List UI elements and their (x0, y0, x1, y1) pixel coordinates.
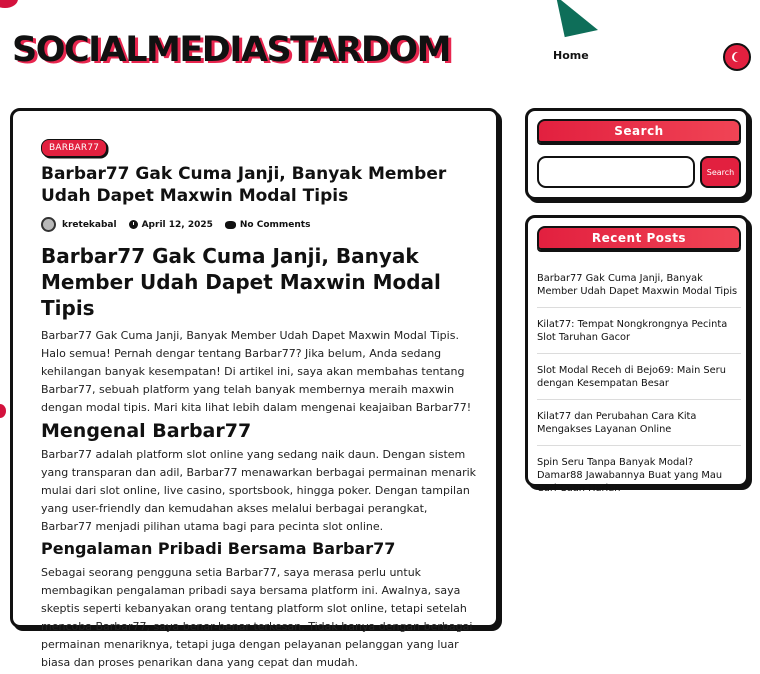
content-heading-1: Barbar77 Gak Cuma Janji, Banyak Member Udah Dapet Maxwin Modal Tipis (41, 244, 441, 320)
search-widget (525, 108, 749, 200)
decor-triangle (556, 0, 598, 37)
author-avatar (41, 217, 56, 232)
post-content (41, 243, 477, 674)
recent-post-link[interactable]: Kilat77: Tempat Nongkrongnya Pecinta Slot Taruhan Gacor (537, 316, 741, 354)
content-heading-3: Pengalaman Pribadi Bersama Barbar77 (41, 539, 396, 558)
search-input[interactable] (537, 156, 695, 188)
dark-mode-toggle[interactable] (723, 43, 751, 71)
recent-post-link[interactable]: Spin Seru Tanpa Banyak Modal? Damar88 Jawabannya Buat yang Mau Cari Cuan Harian (537, 457, 723, 494)
recent-post-link[interactable]: Barbar77 Gak Cuma Janji, Banyak Member Udah Dapet Maxwin Modal Tipis (537, 270, 741, 308)
moon-icon (734, 52, 744, 62)
recent-posts-list (537, 270, 741, 512)
comments-icon (225, 221, 236, 229)
content-paragraph-2: Barbar77 adalah platform slot online yang sedang naik daun. Dengan sistem yang transparan dan adil, Barbar77 menawarkan berbagai permainan menarik mulai dari slot online, live casino, sportsbook, hingga poker. Dengan tampilan yang user-friendly dan kemudahan akses melalui berbagai perangkat, Barbar77 menjadi pilihan utama bagi para pecinta slot online. (41, 448, 477, 533)
decor-blob-top-left (0, 0, 18, 8)
site-title[interactable]: SOCIALMEDIASTARDOM (12, 30, 450, 70)
recent-post-link[interactable]: Kilat77 dan Perubahan Cara Kita Mengakses Layanan Online (537, 408, 741, 446)
recent-posts-title: Recent Posts (537, 226, 741, 250)
comments-link[interactable]: No Comments (239, 219, 311, 230)
post-title[interactable]: Barbar77 Gak Cuma Janji, Banyak Member Udah Dapet Maxwin Modal Tipis (41, 164, 447, 206)
category-badge[interactable]: BARBAR77 (41, 139, 107, 157)
content-paragraph-3: Sebagai seorang pengguna setia Barbar77, saya merasa perlu untuk membagikan pengalaman pribadi saya bersama platform ini. Awalnya, saya skeptis seperti kebanyakan orang tentang platform slot online, tetapi setelah mencoba Barbar77, saya benar-benar terkesan. Tidak hanya dengan berbagai permainan menariknya, tetapi juga dengan pelayanan pelanggan yang luar biasa dan proses penarikan dana yang cepat dan mudah. (41, 566, 473, 669)
post-meta (41, 217, 310, 232)
recent-post-link[interactable]: Slot Modal Receh di Bejo69: Main Seru dengan Kesempatan Besar (537, 362, 741, 400)
search-widget-title: Search (537, 119, 741, 143)
search-button[interactable]: Search (700, 156, 741, 188)
content-heading-2: Mengenal Barbar77 (41, 420, 252, 442)
decor-dot-left (0, 404, 6, 418)
author-name[interactable]: kretekabal (62, 219, 117, 230)
nav-home-link[interactable]: Home (553, 49, 589, 62)
post-card (10, 108, 499, 669)
content-paragraph-1: Barbar77 Gak Cuma Janji, Banyak Member Udah Dapet Maxwin Modal Tipis. Halo semua! Pernah dengar tentang Barbar77? Jika belum, Anda sedang kehilangan banyak kesempatan! Di artikel ini, saya akan membahas tentang Barbar77, sebuah platform yang telah banyak membernya meraih maxwin dengan modal tipis. Mari kita lihat lebih dalam mengenai keajaiban Barbar77! (41, 329, 472, 414)
clock-icon (129, 220, 138, 229)
recent-posts-widget (525, 215, 749, 494)
post-date[interactable]: April 12, 2025 (141, 219, 213, 230)
